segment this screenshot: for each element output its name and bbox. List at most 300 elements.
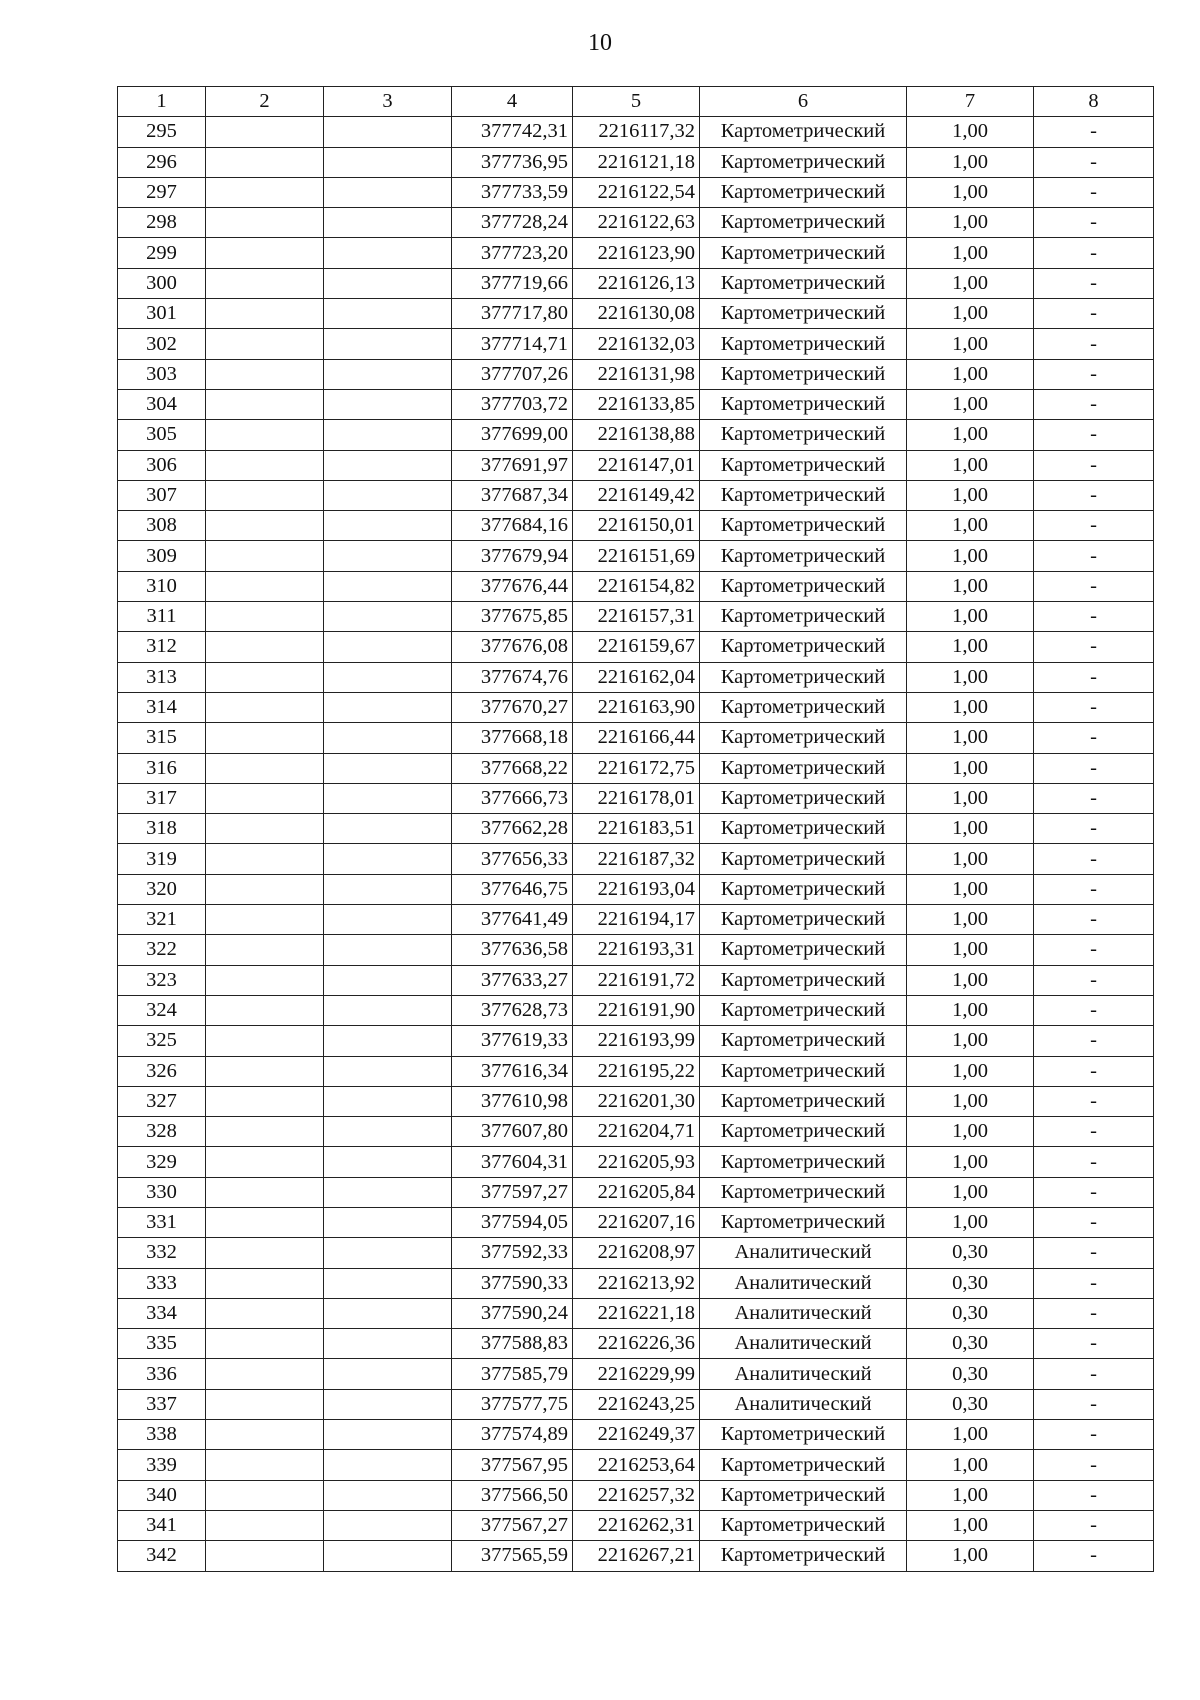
y-coordinate-cell: 2216126,13	[573, 268, 700, 298]
x-coordinate-cell: 377687,34	[452, 480, 573, 510]
empty-cell	[324, 208, 452, 238]
note-cell: -	[1034, 753, 1154, 783]
point-number-cell: 312	[118, 632, 206, 662]
empty-cell	[324, 268, 452, 298]
method-cell: Картометрический	[700, 1056, 907, 1086]
method-cell: Картометрический	[700, 662, 907, 692]
point-number-cell: 318	[118, 814, 206, 844]
empty-cell	[324, 329, 452, 359]
empty-cell	[324, 662, 452, 692]
point-number-cell: 296	[118, 147, 206, 177]
point-number-cell: 327	[118, 1086, 206, 1116]
note-cell: -	[1034, 814, 1154, 844]
x-coordinate-cell: 377619,33	[452, 1026, 573, 1056]
x-coordinate-cell: 377666,73	[452, 783, 573, 813]
empty-cell	[206, 1298, 324, 1328]
point-number-cell: 310	[118, 571, 206, 601]
note-cell: -	[1034, 1147, 1154, 1177]
empty-cell	[324, 1450, 452, 1480]
empty-cell	[206, 1450, 324, 1480]
empty-cell	[324, 1056, 452, 1086]
accuracy-cell: 1,00	[907, 905, 1034, 935]
empty-cell	[206, 1541, 324, 1571]
accuracy-cell: 1,00	[907, 662, 1034, 692]
x-coordinate-cell: 377675,85	[452, 602, 573, 632]
column-header: 1	[118, 87, 206, 117]
note-cell: -	[1034, 299, 1154, 329]
note-cell: -	[1034, 662, 1154, 692]
note-cell: -	[1034, 147, 1154, 177]
empty-cell	[206, 420, 324, 450]
note-cell: -	[1034, 905, 1154, 935]
table-row	[118, 632, 1154, 662]
x-coordinate-cell: 377577,75	[452, 1389, 573, 1419]
point-number-cell: 336	[118, 1359, 206, 1389]
method-cell: Картометрический	[700, 450, 907, 480]
accuracy-cell: 1,00	[907, 359, 1034, 389]
accuracy-cell: 1,00	[907, 602, 1034, 632]
empty-cell	[206, 177, 324, 207]
empty-cell	[206, 905, 324, 935]
note-cell: -	[1034, 117, 1154, 147]
point-number-cell: 303	[118, 359, 206, 389]
note-cell: -	[1034, 177, 1154, 207]
coordinates-table	[117, 86, 1154, 1572]
point-number-cell: 316	[118, 753, 206, 783]
x-coordinate-cell: 377736,95	[452, 147, 573, 177]
accuracy-cell: 1,00	[907, 1510, 1034, 1540]
empty-cell	[206, 662, 324, 692]
empty-cell	[206, 814, 324, 844]
y-coordinate-cell: 2216208,97	[573, 1238, 700, 1268]
empty-cell	[206, 1480, 324, 1510]
accuracy-cell: 1,00	[907, 511, 1034, 541]
table-row	[118, 480, 1154, 510]
note-cell: -	[1034, 602, 1154, 632]
x-coordinate-cell: 377714,71	[452, 329, 573, 359]
empty-cell	[324, 1510, 452, 1540]
y-coordinate-cell: 2216154,82	[573, 571, 700, 601]
accuracy-cell: 1,00	[907, 1541, 1034, 1571]
accuracy-cell: 0,30	[907, 1298, 1034, 1328]
table-row	[118, 1389, 1154, 1419]
x-coordinate-cell: 377679,94	[452, 541, 573, 571]
accuracy-cell: 1,00	[907, 692, 1034, 722]
method-cell: Картометрический	[700, 177, 907, 207]
method-cell: Картометрический	[700, 814, 907, 844]
note-cell: -	[1034, 692, 1154, 722]
table-row	[118, 177, 1154, 207]
empty-cell	[324, 844, 452, 874]
note-cell: -	[1034, 359, 1154, 389]
method-cell: Картометрический	[700, 1510, 907, 1540]
table-row	[118, 692, 1154, 722]
empty-cell	[324, 602, 452, 632]
method-cell: Аналитический	[700, 1298, 907, 1328]
method-cell: Картометрический	[700, 208, 907, 238]
accuracy-cell: 1,00	[907, 238, 1034, 268]
y-coordinate-cell: 2216243,25	[573, 1389, 700, 1419]
method-cell: Картометрический	[700, 874, 907, 904]
point-number-cell: 305	[118, 420, 206, 450]
empty-cell	[324, 238, 452, 268]
accuracy-cell: 1,00	[907, 1117, 1034, 1147]
method-cell: Картометрический	[700, 511, 907, 541]
y-coordinate-cell: 2216253,64	[573, 1450, 700, 1480]
table-row	[118, 814, 1154, 844]
x-coordinate-cell: 377684,16	[452, 511, 573, 541]
table-row	[118, 1510, 1154, 1540]
note-cell: -	[1034, 723, 1154, 753]
table-row	[118, 783, 1154, 813]
note-cell: -	[1034, 420, 1154, 450]
point-number-cell: 298	[118, 208, 206, 238]
accuracy-cell: 1,00	[907, 723, 1034, 753]
method-cell: Картометрический	[700, 480, 907, 510]
method-cell: Картометрический	[700, 995, 907, 1025]
method-cell: Картометрический	[700, 1026, 907, 1056]
x-coordinate-cell: 377566,50	[452, 1480, 573, 1510]
empty-cell	[206, 480, 324, 510]
y-coordinate-cell: 2216205,84	[573, 1177, 700, 1207]
y-coordinate-cell: 2216221,18	[573, 1298, 700, 1328]
y-coordinate-cell: 2216147,01	[573, 450, 700, 480]
empty-cell	[206, 541, 324, 571]
y-coordinate-cell: 2216207,16	[573, 1207, 700, 1237]
empty-cell	[206, 692, 324, 722]
table-row	[118, 1056, 1154, 1086]
y-coordinate-cell: 2216117,32	[573, 117, 700, 147]
column-header: 4	[452, 87, 573, 117]
method-cell: Картометрический	[700, 147, 907, 177]
note-cell: -	[1034, 844, 1154, 874]
accuracy-cell: 1,00	[907, 1420, 1034, 1450]
empty-cell	[206, 753, 324, 783]
table-row	[118, 1177, 1154, 1207]
x-coordinate-cell: 377662,28	[452, 814, 573, 844]
accuracy-cell: 1,00	[907, 753, 1034, 783]
point-number-cell: 330	[118, 1177, 206, 1207]
x-coordinate-cell: 377670,27	[452, 692, 573, 722]
point-number-cell: 332	[118, 1238, 206, 1268]
point-number-cell: 333	[118, 1268, 206, 1298]
table-header-row	[118, 87, 1154, 117]
table-row	[118, 905, 1154, 935]
empty-cell	[324, 1026, 452, 1056]
x-coordinate-cell: 377588,83	[452, 1329, 573, 1359]
empty-cell	[206, 359, 324, 389]
table-row	[118, 389, 1154, 419]
note-cell: -	[1034, 1117, 1154, 1147]
y-coordinate-cell: 2216226,36	[573, 1329, 700, 1359]
note-cell: -	[1034, 1026, 1154, 1056]
y-coordinate-cell: 2216149,42	[573, 480, 700, 510]
accuracy-cell: 0,30	[907, 1359, 1034, 1389]
table-row	[118, 844, 1154, 874]
y-coordinate-cell: 2216131,98	[573, 359, 700, 389]
accuracy-cell: 1,00	[907, 329, 1034, 359]
point-number-cell: 299	[118, 238, 206, 268]
note-cell: -	[1034, 1389, 1154, 1419]
method-cell: Аналитический	[700, 1238, 907, 1268]
x-coordinate-cell: 377668,18	[452, 723, 573, 753]
x-coordinate-cell: 377590,33	[452, 1268, 573, 1298]
accuracy-cell: 0,30	[907, 1268, 1034, 1298]
empty-cell	[324, 874, 452, 904]
y-coordinate-cell: 2216133,85	[573, 389, 700, 419]
empty-cell	[206, 117, 324, 147]
accuracy-cell: 1,00	[907, 1207, 1034, 1237]
method-cell: Картометрический	[700, 389, 907, 419]
note-cell: -	[1034, 541, 1154, 571]
table-row	[118, 753, 1154, 783]
note-cell: -	[1034, 1298, 1154, 1328]
empty-cell	[324, 1389, 452, 1419]
empty-cell	[206, 450, 324, 480]
x-coordinate-cell: 377574,89	[452, 1420, 573, 1450]
empty-cell	[324, 1177, 452, 1207]
table-row	[118, 238, 1154, 268]
table-row	[118, 1268, 1154, 1298]
x-coordinate-cell: 377646,75	[452, 874, 573, 904]
x-coordinate-cell: 377674,76	[452, 662, 573, 692]
empty-cell	[324, 1541, 452, 1571]
empty-cell	[206, 1177, 324, 1207]
x-coordinate-cell: 377633,27	[452, 965, 573, 995]
x-coordinate-cell: 377594,05	[452, 1207, 573, 1237]
y-coordinate-cell: 2216257,32	[573, 1480, 700, 1510]
point-number-cell: 302	[118, 329, 206, 359]
x-coordinate-cell: 377691,97	[452, 450, 573, 480]
y-coordinate-cell: 2216193,04	[573, 874, 700, 904]
empty-cell	[206, 965, 324, 995]
point-number-cell: 340	[118, 1480, 206, 1510]
empty-cell	[324, 1117, 452, 1147]
accuracy-cell: 1,00	[907, 480, 1034, 510]
empty-cell	[324, 995, 452, 1025]
empty-cell	[324, 814, 452, 844]
table-row	[118, 420, 1154, 450]
method-cell: Картометрический	[700, 1147, 907, 1177]
point-number-cell: 337	[118, 1389, 206, 1419]
empty-cell	[206, 1026, 324, 1056]
table-row	[118, 1238, 1154, 1268]
y-coordinate-cell: 2216262,31	[573, 1510, 700, 1540]
x-coordinate-cell: 377607,80	[452, 1117, 573, 1147]
empty-cell	[206, 1207, 324, 1237]
accuracy-cell: 0,30	[907, 1238, 1034, 1268]
point-number-cell: 329	[118, 1147, 206, 1177]
note-cell: -	[1034, 1056, 1154, 1086]
table-row	[118, 1329, 1154, 1359]
y-coordinate-cell: 2216213,92	[573, 1268, 700, 1298]
y-coordinate-cell: 2216187,32	[573, 844, 700, 874]
empty-cell	[324, 783, 452, 813]
table-row	[118, 299, 1154, 329]
y-coordinate-cell: 2216163,90	[573, 692, 700, 722]
empty-cell	[206, 329, 324, 359]
column-header: 3	[324, 87, 452, 117]
method-cell: Картометрический	[700, 632, 907, 662]
y-coordinate-cell: 2216130,08	[573, 299, 700, 329]
x-coordinate-cell: 377717,80	[452, 299, 573, 329]
point-number-cell: 328	[118, 1117, 206, 1147]
note-cell: -	[1034, 238, 1154, 268]
empty-cell	[324, 511, 452, 541]
empty-cell	[206, 632, 324, 662]
empty-cell	[206, 571, 324, 601]
method-cell: Картометрический	[700, 1420, 907, 1450]
note-cell: -	[1034, 1359, 1154, 1389]
y-coordinate-cell: 2216121,18	[573, 147, 700, 177]
note-cell: -	[1034, 1207, 1154, 1237]
table-row	[118, 1359, 1154, 1389]
method-cell: Аналитический	[700, 1329, 907, 1359]
empty-cell	[206, 1268, 324, 1298]
y-coordinate-cell: 2216122,63	[573, 208, 700, 238]
y-coordinate-cell: 2216151,69	[573, 541, 700, 571]
method-cell: Картометрический	[700, 359, 907, 389]
note-cell: -	[1034, 1480, 1154, 1510]
x-coordinate-cell: 377567,27	[452, 1510, 573, 1540]
point-number-cell: 342	[118, 1541, 206, 1571]
accuracy-cell: 1,00	[907, 1450, 1034, 1480]
y-coordinate-cell: 2216195,22	[573, 1056, 700, 1086]
empty-cell	[324, 541, 452, 571]
empty-cell	[324, 1207, 452, 1237]
method-cell: Картометрический	[700, 905, 907, 935]
column-header: 5	[573, 87, 700, 117]
point-number-cell: 315	[118, 723, 206, 753]
accuracy-cell: 1,00	[907, 541, 1034, 571]
empty-cell	[324, 450, 452, 480]
method-cell: Картометрический	[700, 1207, 907, 1237]
accuracy-cell: 1,00	[907, 965, 1034, 995]
accuracy-cell: 1,00	[907, 177, 1034, 207]
column-header: 8	[1034, 87, 1154, 117]
y-coordinate-cell: 2216150,01	[573, 511, 700, 541]
empty-cell	[206, 874, 324, 904]
point-number-cell: 300	[118, 268, 206, 298]
method-cell: Картометрический	[700, 268, 907, 298]
table-body	[118, 87, 1154, 1572]
point-number-cell: 321	[118, 905, 206, 935]
table-row	[118, 1086, 1154, 1116]
note-cell: -	[1034, 450, 1154, 480]
x-coordinate-cell: 377699,00	[452, 420, 573, 450]
table-row	[118, 935, 1154, 965]
accuracy-cell: 1,00	[907, 389, 1034, 419]
y-coordinate-cell: 2216249,37	[573, 1420, 700, 1450]
y-coordinate-cell: 2216191,90	[573, 995, 700, 1025]
method-cell: Картометрический	[700, 1086, 907, 1116]
point-number-cell: 307	[118, 480, 206, 510]
point-number-cell: 326	[118, 1056, 206, 1086]
accuracy-cell: 0,30	[907, 1389, 1034, 1419]
accuracy-cell: 1,00	[907, 1026, 1034, 1056]
empty-cell	[324, 1268, 452, 1298]
note-cell: -	[1034, 995, 1154, 1025]
note-cell: -	[1034, 1510, 1154, 1540]
y-coordinate-cell: 2216172,75	[573, 753, 700, 783]
accuracy-cell: 1,00	[907, 935, 1034, 965]
point-number-cell: 304	[118, 389, 206, 419]
empty-cell	[324, 1238, 452, 1268]
table-row	[118, 541, 1154, 571]
accuracy-cell: 1,00	[907, 874, 1034, 904]
empty-cell	[206, 1329, 324, 1359]
method-cell: Картометрический	[700, 602, 907, 632]
empty-cell	[324, 147, 452, 177]
y-coordinate-cell: 2216162,04	[573, 662, 700, 692]
column-header: 6	[700, 87, 907, 117]
empty-cell	[324, 1147, 452, 1177]
table-row	[118, 329, 1154, 359]
point-number-cell: 313	[118, 662, 206, 692]
point-number-cell: 317	[118, 783, 206, 813]
point-number-cell: 320	[118, 874, 206, 904]
note-cell: -	[1034, 783, 1154, 813]
table-row	[118, 995, 1154, 1025]
empty-cell	[324, 1329, 452, 1359]
table-row	[118, 147, 1154, 177]
note-cell: -	[1034, 480, 1154, 510]
note-cell: -	[1034, 1268, 1154, 1298]
empty-cell	[324, 571, 452, 601]
accuracy-cell: 1,00	[907, 147, 1034, 177]
note-cell: -	[1034, 1238, 1154, 1268]
method-cell: Картометрический	[700, 238, 907, 268]
x-coordinate-cell: 377733,59	[452, 177, 573, 207]
x-coordinate-cell: 377604,31	[452, 1147, 573, 1177]
method-cell: Картометрический	[700, 692, 907, 722]
y-coordinate-cell: 2216229,99	[573, 1359, 700, 1389]
accuracy-cell: 1,00	[907, 814, 1034, 844]
method-cell: Аналитический	[700, 1359, 907, 1389]
empty-cell	[324, 420, 452, 450]
note-cell: -	[1034, 965, 1154, 995]
accuracy-cell: 1,00	[907, 571, 1034, 601]
note-cell: -	[1034, 874, 1154, 904]
x-coordinate-cell: 377703,72	[452, 389, 573, 419]
point-number-cell: 324	[118, 995, 206, 1025]
empty-cell	[324, 905, 452, 935]
empty-cell	[206, 147, 324, 177]
x-coordinate-cell: 377636,58	[452, 935, 573, 965]
note-cell: -	[1034, 935, 1154, 965]
method-cell: Картометрический	[700, 1480, 907, 1510]
accuracy-cell: 1,00	[907, 844, 1034, 874]
accuracy-cell: 1,00	[907, 632, 1034, 662]
point-number-cell: 295	[118, 117, 206, 147]
accuracy-cell: 1,00	[907, 1480, 1034, 1510]
x-coordinate-cell: 377616,34	[452, 1056, 573, 1086]
x-coordinate-cell: 377742,31	[452, 117, 573, 147]
empty-cell	[206, 299, 324, 329]
empty-cell	[206, 1510, 324, 1540]
accuracy-cell: 1,00	[907, 1147, 1034, 1177]
y-coordinate-cell: 2216201,30	[573, 1086, 700, 1116]
note-cell: -	[1034, 1086, 1154, 1116]
method-cell: Картометрический	[700, 783, 907, 813]
y-coordinate-cell: 2216204,71	[573, 1117, 700, 1147]
empty-cell	[206, 844, 324, 874]
point-number-cell: 331	[118, 1207, 206, 1237]
table-row	[118, 1420, 1154, 1450]
empty-cell	[206, 1420, 324, 1450]
empty-cell	[324, 359, 452, 389]
method-cell: Картометрический	[700, 1177, 907, 1207]
